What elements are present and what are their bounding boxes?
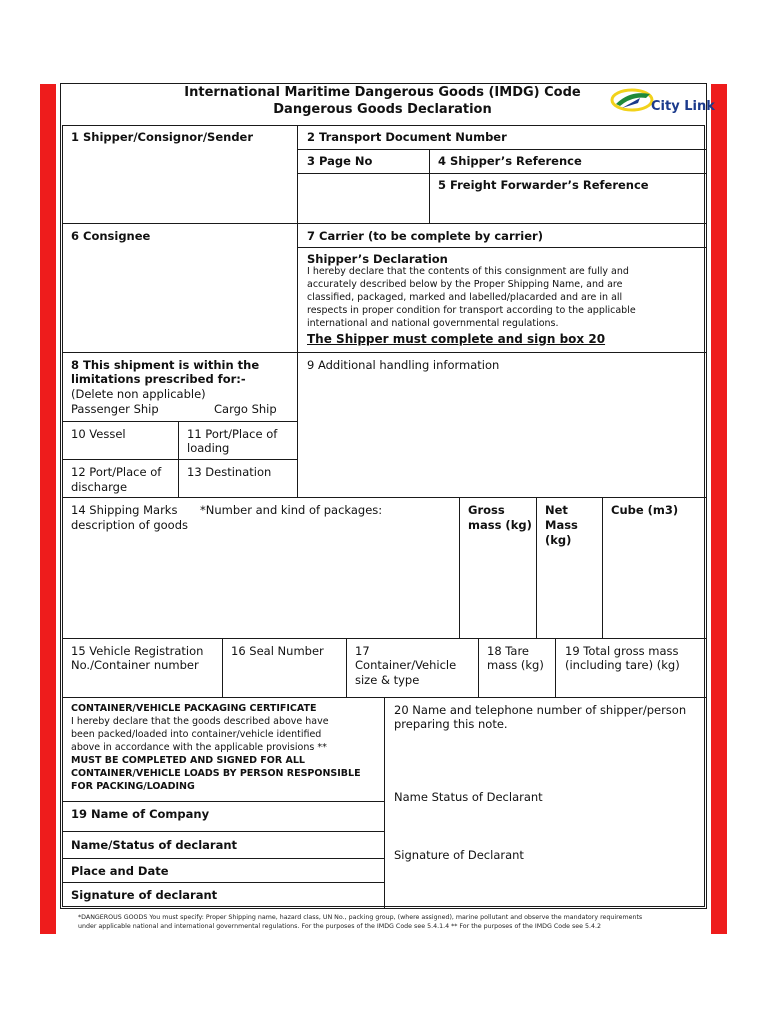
signature-of-declarant-right: Signature of Declarant xyxy=(394,848,524,862)
shipper-declaration-title: Shipper’s Declaration xyxy=(307,252,448,266)
left-red-bar xyxy=(40,84,56,934)
box11-port-loading-line1: 11 Port/Place of xyxy=(187,427,278,441)
box14-shipping-marks: 14 Shipping Marks xyxy=(71,503,178,517)
right-red-bar xyxy=(711,84,727,934)
box16-seal-number: 16 Seal Number xyxy=(231,644,324,658)
cube-m3: Cube (m3) xyxy=(611,503,679,517)
place-and-date: Place and Date xyxy=(71,864,169,878)
divider xyxy=(478,638,479,698)
divider xyxy=(62,882,385,883)
box15-vehicle-registration-line1: 15 Vehicle Registration xyxy=(71,644,204,658)
box15-vehicle-registration-line2: No./Container number xyxy=(71,658,199,672)
box2-transport-doc: 2 Transport Document Number xyxy=(307,130,507,144)
cargo-ship-option[interactable]: Cargo Ship xyxy=(214,402,277,416)
box17-line1: 17 xyxy=(355,644,370,658)
divider xyxy=(62,421,298,422)
net-mass-line2: Mass xyxy=(545,518,578,532)
box19-name-of-company: 19 Name of Company xyxy=(71,807,210,821)
packing-cert-must-line: CONTAINER/VEHICLE LOADS BY PERSON RESPONSIBLE xyxy=(71,768,361,779)
divider xyxy=(62,858,385,859)
footnote-line1: *DANGEROUS GOODS You must specify: Proper Shipping name, hazard class, UN No., packing group, (where assigned), marine pollutant and observe the mandatory requirements xyxy=(78,914,643,921)
gross-mass-line1: Gross xyxy=(468,503,505,517)
shipper-declaration-line: accurately described below by the Proper Shipping Name, and are xyxy=(307,279,623,290)
box14-description: description of goods xyxy=(71,518,188,532)
box10-vessel: 10 Vessel xyxy=(71,427,126,441)
divider xyxy=(62,497,706,498)
box5-freight-forwarder: 5 Freight Forwarder’s Reference xyxy=(438,178,649,192)
form-title-line1: International Maritime Dangerous Goods (IMDG) Code xyxy=(184,85,581,100)
box11-port-loading-line2: loading xyxy=(187,441,230,455)
city-link-logo xyxy=(610,86,715,116)
gross-mass-line2: mass (kg) xyxy=(468,518,532,532)
shipper-declaration-line: I hereby declare that the contents of this consignment are fully and xyxy=(307,266,629,277)
must-sign-box20: The Shipper must complete and sign box 20 xyxy=(307,332,606,346)
divider xyxy=(62,352,706,353)
box8-title-line2: limitations prescribed for:- xyxy=(71,372,246,386)
divider xyxy=(62,831,385,832)
net-mass-line1: Net xyxy=(545,503,568,517)
divider xyxy=(297,149,706,150)
box17-line2: Container/Vehicle xyxy=(355,658,457,672)
name-status-of-declarant-right: Name Status of Declarant xyxy=(394,790,543,804)
divider xyxy=(297,247,706,248)
divider xyxy=(297,173,706,174)
packing-cert-line: above in accordance with the applicable provisions ** xyxy=(71,742,327,753)
box7-carrier: 7 Carrier (to be complete by carrier) xyxy=(307,229,543,243)
footnote-line2: under applicable national and international governmental regulations. For the purposes of the IMDG Code see 5.4.1.4 ** For the purposes of the IMDG Code see 5.4.2 xyxy=(78,923,602,930)
box17-line3: size & type xyxy=(355,673,420,687)
divider xyxy=(62,223,706,224)
box3-page-no: 3 Page No xyxy=(307,154,373,168)
box19-total-gross-line1: 19 Total gross mass xyxy=(565,644,679,658)
divider xyxy=(555,638,556,698)
shipper-declaration-line: respects in proper condition for transport according to the applicable xyxy=(307,305,636,316)
shipper-declaration-line: classified, packaged, marked and labelled/placarded and are in all xyxy=(307,292,623,303)
box20-line2: preparing this note. xyxy=(394,717,508,731)
box6-consignee: 6 Consignee xyxy=(71,229,151,243)
packing-cert-title: CONTAINER/VEHICLE PACKAGING CERTIFICATE xyxy=(71,703,317,714)
name-status-declarant: Name/Status of declarant xyxy=(71,838,238,852)
divider xyxy=(384,697,385,908)
box19-total-gross-line2: (including tare) (kg) xyxy=(565,658,680,672)
box8-delete-note: (Delete non applicable) xyxy=(71,387,206,401)
packing-cert-must-line: MUST BE COMPLETED AND SIGNED FOR ALL xyxy=(71,755,305,766)
box18-tare-line2: mass (kg) xyxy=(487,658,544,672)
divider xyxy=(297,125,298,498)
signature-of-declarant-left: Signature of declarant xyxy=(71,888,218,902)
box8-title-line1: 8 This shipment is within the xyxy=(71,358,260,372)
divider xyxy=(459,497,460,638)
divider xyxy=(62,459,298,460)
box20-line1: 20 Name and telephone number of shipper/person xyxy=(394,703,687,717)
box9-handling: 9 Additional handling information xyxy=(307,358,500,372)
form-title-line2: Dangerous Goods Declaration xyxy=(273,102,492,117)
packing-cert-line: been packed/loaded into container/vehicle identified xyxy=(71,729,322,740)
box14-packages: *Number and kind of packages: xyxy=(200,503,383,517)
divider xyxy=(346,638,347,698)
divider xyxy=(62,801,385,802)
shipper-declaration-line: international and national governmental regulations. xyxy=(307,318,559,329)
box18-tare-line1: 18 Tare xyxy=(487,644,530,658)
divider xyxy=(222,638,223,698)
divider xyxy=(536,497,537,638)
passenger-ship-option[interactable]: Passenger Ship xyxy=(71,402,159,416)
packing-cert-line: I hereby declare that the goods described above have xyxy=(71,716,329,727)
box12-port-discharge-line1: 12 Port/Place of xyxy=(71,465,162,479)
divider xyxy=(62,638,706,639)
divider xyxy=(602,497,603,638)
packing-cert-must-line: FOR PACKING/LOADING xyxy=(71,781,195,792)
divider xyxy=(429,149,430,223)
box13-destination: 13 Destination xyxy=(187,465,272,479)
net-mass-line3: (kg) xyxy=(545,533,572,547)
logo-text: City Link xyxy=(651,99,715,114)
box4-shipper-reference: 4 Shipper’s Reference xyxy=(438,154,582,168)
box1-shipper: 1 Shipper/Consignor/Sender xyxy=(71,130,254,144)
box12-port-discharge-line2: discharge xyxy=(71,480,128,494)
